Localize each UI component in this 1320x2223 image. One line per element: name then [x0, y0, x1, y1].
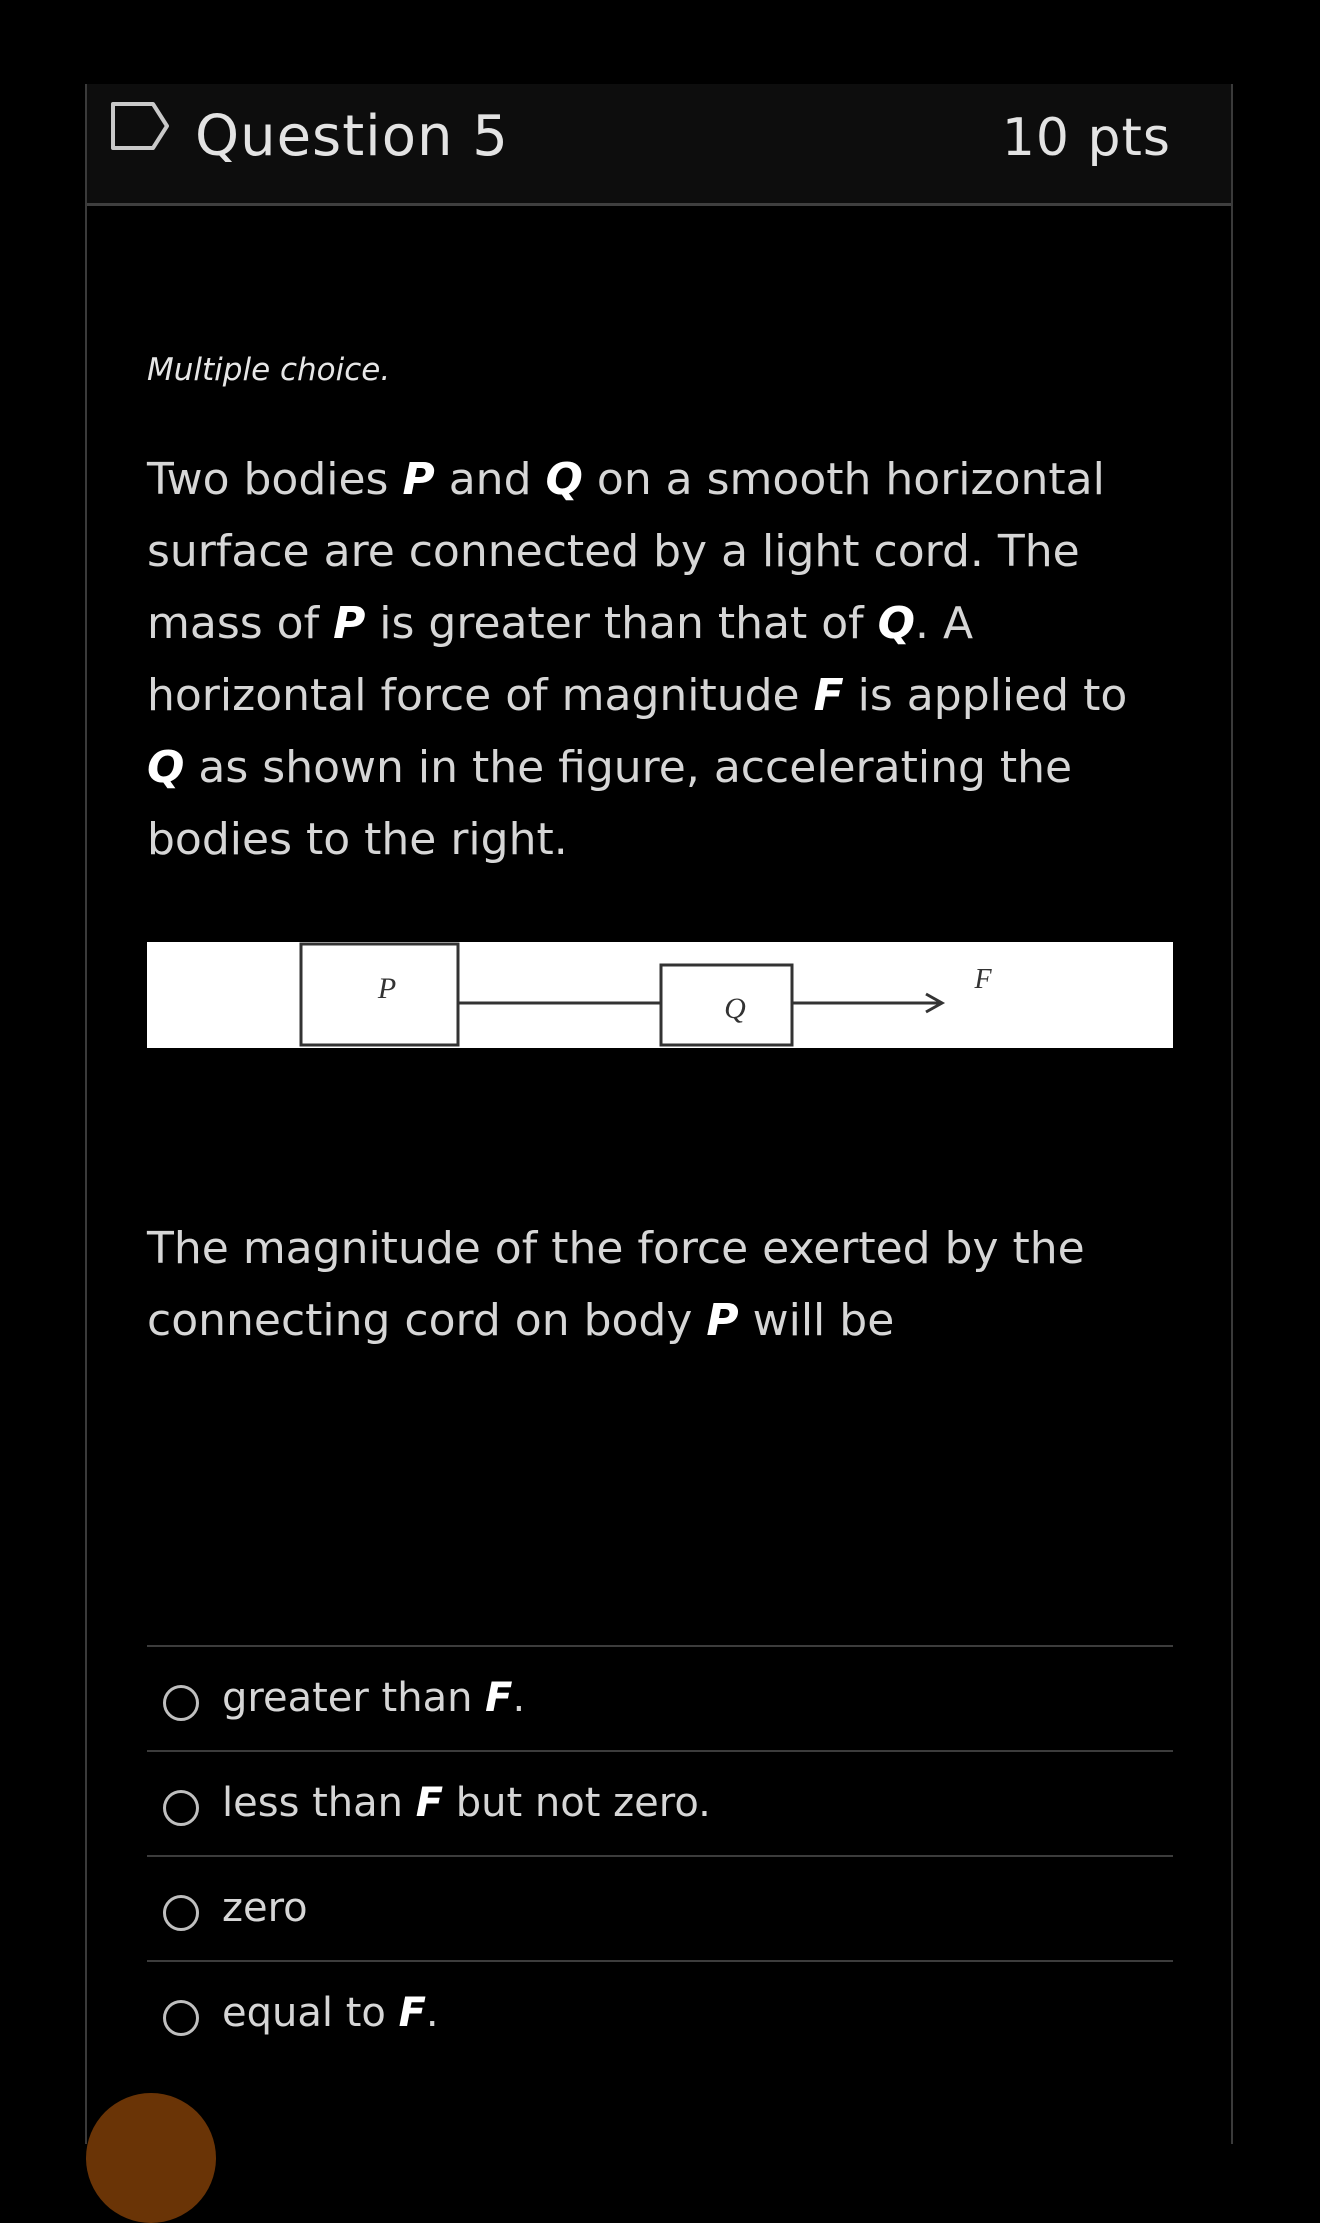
physics-figure — [147, 942, 1173, 1048]
radio-button[interactable] — [163, 1790, 199, 1826]
answer-option-1[interactable] — [147, 1645, 1173, 1750]
variable-symbol: P — [402, 454, 435, 505]
question-points: 10 pts — [1001, 108, 1171, 168]
answer-label: equal to F. — [222, 1990, 439, 2036]
question-prompt: The magnitude of the force exerted by the connecting cord on body P will be — [147, 1223, 1085, 1346]
variable-symbol: F — [415, 1780, 444, 1826]
label-p: P — [377, 972, 397, 1005]
question-title: Question 5 — [195, 104, 509, 169]
variable-symbol: P — [333, 598, 366, 649]
variable-symbol: P — [706, 1295, 739, 1346]
label-f: F — [974, 964, 992, 995]
question-stem: Two bodies P and Q on a smooth horizontal surface are connected by a light cord. The mass of P is greater than that of Q. A horizontal force of magnitude F is applied to Q as shown in the figure, accelerating the bodies to the right. — [147, 454, 1128, 865]
variable-symbol: Q — [147, 742, 185, 793]
label-q: Q — [724, 992, 746, 1025]
answer-label: zero — [222, 1885, 308, 1931]
answer-label: less than F but not zero. — [222, 1780, 711, 1826]
answer-option-4[interactable] — [147, 1960, 1173, 2065]
flag-question-icon[interactable] — [109, 100, 171, 152]
floating-action-button[interactable] — [86, 2093, 216, 2223]
answer-label: greater than F. — [222, 1675, 526, 1721]
question-type-label: Multiple choice. — [147, 352, 391, 388]
radio-button[interactable] — [163, 1685, 199, 1721]
radio-button[interactable] — [163, 2000, 199, 2036]
variable-symbol: Q — [877, 598, 916, 649]
answer-option-3[interactable] — [147, 1855, 1173, 1960]
variable-symbol: Q — [545, 454, 583, 505]
variable-symbol: F — [813, 670, 844, 721]
answer-list — [147, 1645, 1173, 2065]
radio-button[interactable] — [163, 1895, 199, 1931]
variable-symbol: F — [398, 1990, 426, 2036]
variable-symbol: F — [485, 1675, 513, 1721]
question-header — [87, 84, 1231, 206]
answer-option-2[interactable] — [147, 1750, 1173, 1855]
